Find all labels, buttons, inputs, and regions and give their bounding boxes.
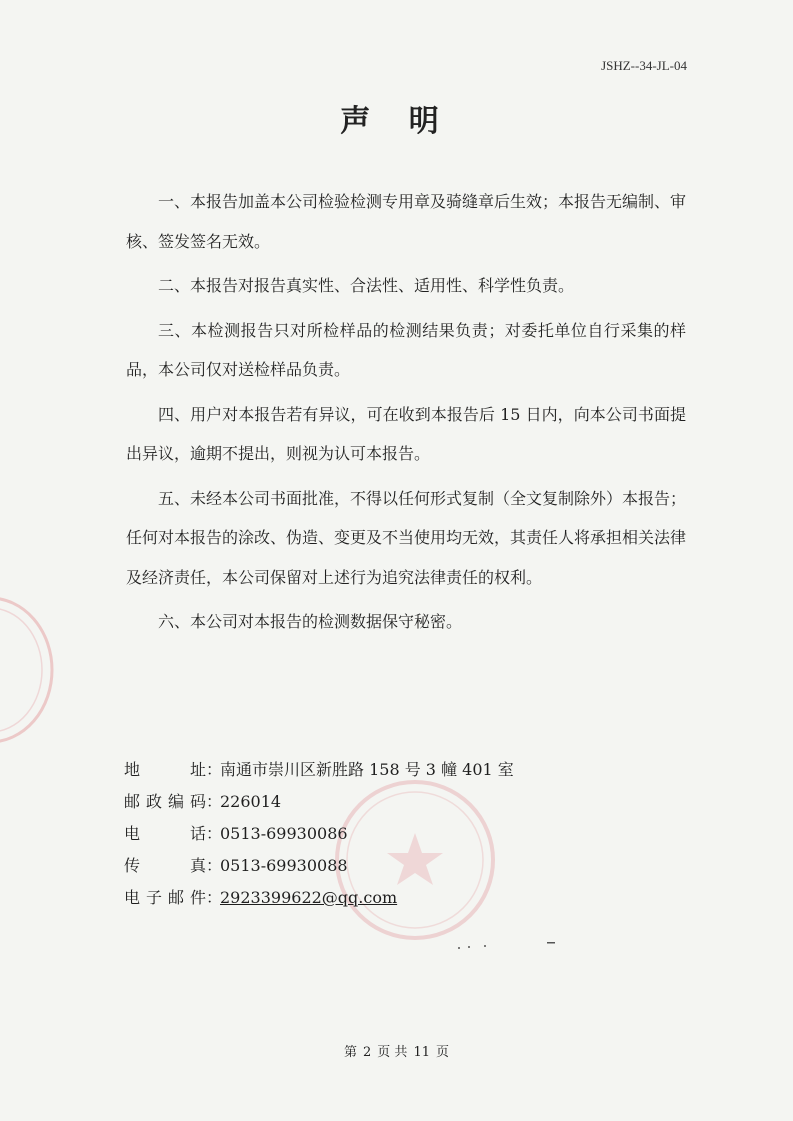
statement-item: 一、本报告加盖本公司检验检测专用章及骑缝章后生效；本报告无编制、审核、签发签名无效。: [126, 192, 687, 251]
page-number-current: 2: [363, 1045, 372, 1060]
address-label: 地址: [124, 760, 206, 779]
statement-list: [126, 182, 686, 647]
postcode-label: 邮政编码: [124, 792, 206, 811]
statement-item: 四、用户对本报告若有异议，可在收到本报告后 15 日内，向本公司书面提出异议，逾期不提出，则视为认可本报告。: [126, 404, 686, 463]
statement-item: 五、未经本公司书面批准，不得以任何形式复制（全文复制除外）本报告；任何对本报告的涂改、伪造、变更及不当使用均无效，其责任人将承担相关法律及经济责任，本公司保留对上述行为追究法律责任的权利。: [126, 488, 687, 587]
contact-row-phone: 电话：0513-69930086: [124, 818, 644, 850]
contact-row-fax: 传真：0513-69930088: [124, 850, 644, 882]
contact-row-address: 地址：南通市崇川区新胜路 158 号 3 幢 401 室: [124, 754, 644, 786]
contact-row-email: 电子邮件：2923399622@qq.com: [124, 882, 644, 914]
footer-mid: 页 共: [377, 1045, 408, 1060]
phone-label: 电话: [124, 824, 206, 843]
phone-value: 0513-69930086: [220, 824, 348, 843]
statement-item: 六、本公司对本报告的检测数据保守秘密。: [158, 612, 463, 631]
document-code: JSHZ--34-JL-04: [601, 58, 687, 73]
contact-info: [124, 754, 644, 914]
address-value: 南通市崇川区新胜路 158 号 3 幢 401 室: [220, 760, 514, 779]
email-label: 电子邮件: [124, 888, 206, 907]
contact-row-postcode: 邮政编码：226014: [124, 786, 644, 818]
postcode-value: 226014: [220, 792, 282, 811]
page-number-total: 11: [413, 1045, 430, 1060]
fax-value: 0513-69930088: [220, 856, 348, 875]
statement-item: 三、本检测报告只对所检样品的检测结果负责；对委托单位自行采集的样品，本公司仅对送检样品负责。: [126, 320, 686, 379]
statement-item: 二、本报告对报告真实性、合法性、适用性、科学性负责。: [158, 276, 575, 295]
fax-label: 传真: [124, 856, 206, 875]
footer-prefix: 第: [344, 1045, 358, 1060]
footer-suffix: 页: [435, 1045, 449, 1060]
email-link[interactable]: 2923399622@qq.com: [220, 888, 398, 907]
page-footer: [0, 1041, 793, 1060]
scan-specks: [455, 936, 565, 956]
left-edge-seal-stamp: [0, 590, 60, 750]
page-title: 声 明: [340, 104, 453, 139]
